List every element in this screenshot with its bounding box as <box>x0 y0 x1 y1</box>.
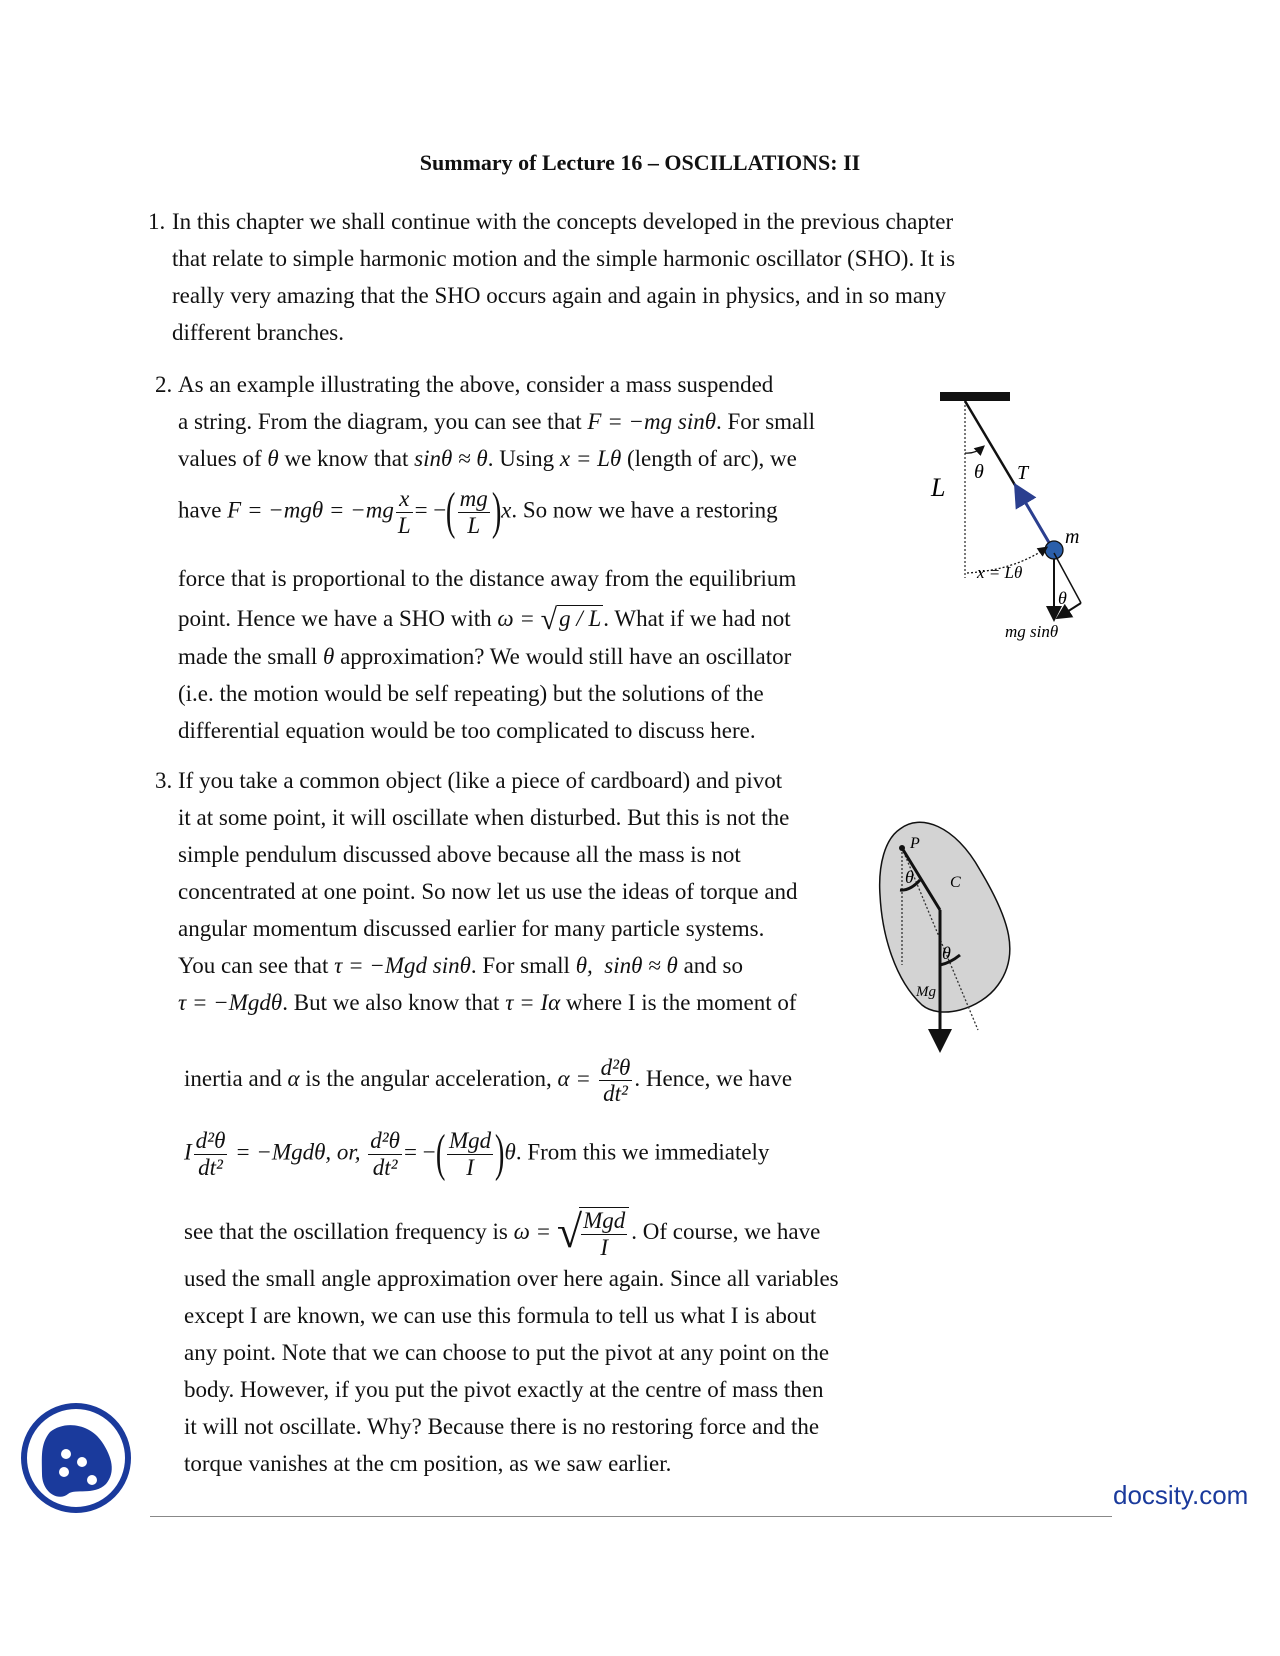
item1-line: different branches. <box>172 320 344 345</box>
item3-line: If you take a common object (like a piece of cardboard) and pivot <box>178 768 783 793</box>
paren-close: ) <box>491 483 502 540</box>
label-Mg: Mg <box>916 984 936 1000</box>
equation: ω = <box>513 1219 552 1244</box>
equation: τ = −Mgdθ <box>178 990 283 1015</box>
item3-line: it will not oscillate. Why? Because there is no restoring force and the <box>184 1414 820 1439</box>
text: . So now we have a restoring <box>511 497 778 523</box>
page-title: Summary of Lecture 16 – OSCILLATIONS: II <box>419 150 861 175</box>
item-3 <box>155 762 878 1021</box>
text: (length of arc), we <box>621 446 797 471</box>
item-number: 1. <box>148 209 166 234</box>
item3-line: used the small angle approximation over here again. Since all variables <box>184 1266 839 1291</box>
fraction <box>447 1128 493 1180</box>
numerator: d²θ <box>195 1128 226 1154</box>
footer-divider <box>150 1516 1112 1517</box>
symbol: α <box>287 1066 300 1092</box>
sqrt-content: g / L <box>559 606 602 631</box>
label-C: C <box>950 874 961 891</box>
text: inertia and <box>184 1066 288 1092</box>
fraction <box>599 1055 633 1107</box>
text: a string. From the diagram, you can see that <box>178 409 588 434</box>
text: made the small <box>178 644 323 669</box>
tension-arrow <box>1017 488 1051 546</box>
item3-line: body. However, if you put the pivot exactly at the centre of mass then <box>184 1377 824 1402</box>
equation: α = <box>557 1066 591 1092</box>
denominator: dt² <box>198 1154 223 1180</box>
equation: x = Lθ <box>559 446 622 471</box>
text: is the angular acceleration, <box>299 1066 558 1092</box>
fraction <box>458 486 490 538</box>
paren-close: ) <box>495 1125 505 1182</box>
equation: sinθ ≈ θ <box>414 446 488 471</box>
equation: ω = <box>497 606 535 631</box>
item3-line <box>178 947 878 984</box>
radical-icon: √ <box>540 603 558 636</box>
label-T: T <box>1017 462 1029 484</box>
item3-line: angular momentum discussed earlier for many particle systems. <box>178 916 765 941</box>
denominator: dt² <box>372 1154 398 1180</box>
label-m: m <box>1065 526 1080 548</box>
operator: = − <box>403 1139 436 1165</box>
docsity-logo-icon <box>20 1402 132 1514</box>
equation: τ = Iα <box>505 990 561 1015</box>
text: . Of course, we have <box>631 1219 821 1244</box>
numerator: x <box>399 486 410 512</box>
symbol: θ <box>267 446 279 471</box>
denominator: I <box>466 1154 474 1180</box>
paren-open: ( <box>446 483 456 540</box>
ceiling <box>940 392 1010 401</box>
item3-frequency-line <box>184 1205 820 1260</box>
numerator: d²θ <box>600 1055 631 1080</box>
item-number: 2. <box>155 372 173 397</box>
item3-line: torque vanishes at the cm position, as we saw earlier. <box>184 1451 672 1476</box>
denominator: dt² <box>603 1081 628 1107</box>
item3-line <box>178 984 878 1021</box>
text: . For small <box>716 409 816 434</box>
operator: = − <box>414 497 447 523</box>
item2-line: force that is proportional to the distance away from the equilibrium <box>178 566 797 591</box>
item3-differential-equation <box>184 1125 770 1182</box>
item2-line: (i.e. the motion would be self repeating) but the solutions of the <box>178 681 764 706</box>
item-3-cont <box>184 1260 904 1482</box>
text: . For small <box>470 953 576 978</box>
label-theta2: θ <box>1058 588 1067 608</box>
item1-line: really very amazing that the SHO occurs again and again in physics, and in so many <box>172 283 947 308</box>
watermark-link[interactable]: docsity.com <box>1113 1480 1249 1510</box>
item-2-cont <box>178 560 878 749</box>
label-L: L <box>931 473 946 502</box>
item-number: 3. <box>155 768 173 793</box>
text: approximation? We would still have an oscillator <box>334 644 792 669</box>
mass-bob <box>1045 541 1063 559</box>
item2-line <box>178 440 878 477</box>
text: You can see that <box>178 953 335 978</box>
cardboard-shape <box>880 822 1010 1012</box>
sqrt-fraction <box>579 1207 629 1260</box>
item-2 <box>155 366 878 477</box>
angle-arc <box>965 447 983 453</box>
text: . Hence, we have <box>634 1066 793 1092</box>
text: see that the oscillation frequency is <box>184 1219 514 1244</box>
item2-equation-line <box>178 483 778 540</box>
item2-line <box>178 638 878 675</box>
physical-pendulum-diagram <box>870 815 1020 1060</box>
item3-line: simple pendulum discussed above because all the mass is not <box>178 842 741 867</box>
fraction <box>194 1128 228 1180</box>
text: . Using <box>487 446 560 471</box>
item2-line <box>178 600 878 638</box>
text: have <box>178 497 222 523</box>
item2-line: differential equation would be too complicated to discuss here. <box>178 718 756 743</box>
text: and so <box>677 953 743 978</box>
equation: τ = −Mgd sinθ <box>334 953 471 978</box>
equation: F = −mg sinθ <box>587 409 717 434</box>
symbol: θ <box>323 644 335 669</box>
item3-line: any point. Note that we can choose to put the pivot at any point on the <box>184 1340 830 1365</box>
symbol: θ, <box>575 953 593 978</box>
item2-line: As an example illustrating the above, consider a mass suspended <box>178 372 774 397</box>
label-force: mg sinθ <box>1005 622 1059 641</box>
item2-line <box>178 403 878 440</box>
radical-icon: √ <box>556 1206 583 1257</box>
equation: = −Mgdθ, or, <box>235 1139 361 1165</box>
symbol: θ <box>504 1139 516 1165</box>
numerator: Mgd <box>583 1208 626 1234</box>
text: . From this we immediately <box>515 1139 770 1165</box>
label-arc: x = Lθ <box>977 563 1023 582</box>
item3-line: it at some point, it will oscillate when disturbed. But this is not the <box>178 805 790 830</box>
text: . What if we had not <box>603 606 791 631</box>
text: we know that <box>278 446 415 471</box>
item1-line: that relate to simple harmonic motion and the simple harmonic oscillator (SHO). It is <box>172 246 956 271</box>
numerator: mg <box>459 486 488 512</box>
numerator: d²θ <box>370 1128 400 1154</box>
fraction <box>396 486 413 538</box>
item3-alpha-line <box>184 1055 792 1107</box>
item-1 <box>148 203 1032 351</box>
item1-line: In this chapter we shall continue with the concepts developed in the previous chapter <box>172 209 954 234</box>
text: point. Hence we have a SHO with <box>178 606 498 631</box>
pendulum-diagram <box>905 378 1105 648</box>
text: . But we also know that <box>282 990 506 1015</box>
item3-line: except I are known, we can use this formula to tell us what I is about <box>184 1303 817 1328</box>
symbol: x <box>501 497 512 523</box>
item3-line: concentrated at one point. So now let us use the ideas of torque and <box>178 879 798 904</box>
paren-open: ( <box>435 1125 446 1182</box>
denominator: L <box>467 512 481 538</box>
denominator: I <box>600 1234 608 1260</box>
label-theta: θ <box>974 461 984 483</box>
denominator: L <box>397 512 411 538</box>
equation: sinθ ≈ θ <box>604 953 678 978</box>
symbol: I <box>184 1139 192 1165</box>
pivot-point <box>899 845 905 851</box>
equation: F = −mgθ = −mg <box>227 497 394 523</box>
text: where I is the moment of <box>560 990 797 1015</box>
label-theta1: θ <box>905 867 914 887</box>
label-theta2: θ <box>942 943 951 963</box>
label-P: P <box>910 835 920 852</box>
numerator: Mgd <box>449 1128 492 1154</box>
fraction <box>368 1128 402 1180</box>
text: values of <box>178 446 268 471</box>
